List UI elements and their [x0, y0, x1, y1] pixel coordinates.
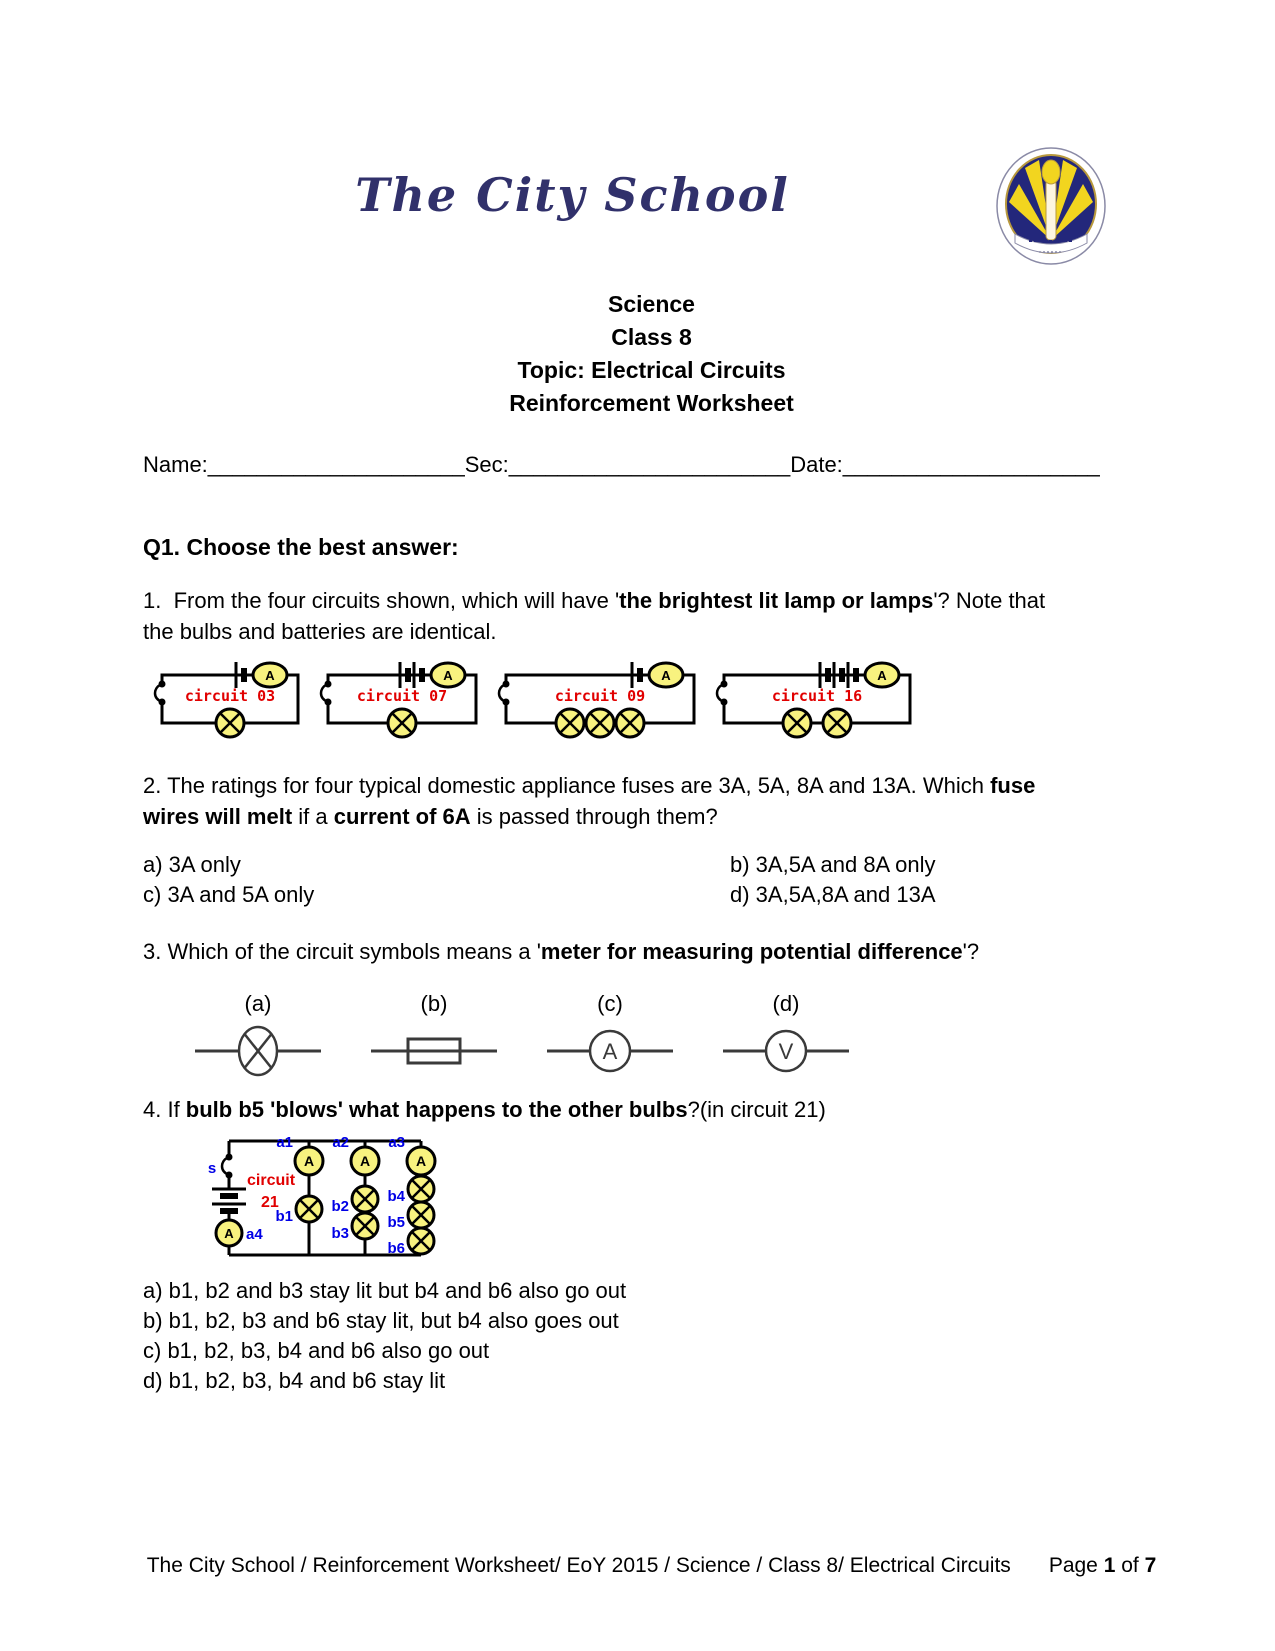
- text-segment: '?: [962, 939, 980, 964]
- symbol-option-label: (a): [244, 991, 272, 1016]
- text-segment: is passed through them?: [470, 804, 718, 829]
- symbol-svg: [711, 1023, 861, 1079]
- svg-text:A: A: [359, 1153, 371, 1169]
- q2-option-d: d) 3A,5A,8A and 13A: [730, 882, 936, 907]
- text-segment-bold: fuse: [990, 773, 1036, 798]
- circuit-diagram-03: [153, 655, 303, 746]
- text-segment: the bulbs and batteries are identical.: [143, 619, 497, 644]
- class-title: Class 8: [611, 324, 692, 350]
- footer-page-number: [1049, 1553, 1156, 1579]
- text-segment: '? Note that: [933, 588, 1046, 613]
- symbol-option-label: (d): [772, 991, 800, 1016]
- subject-title: Science: [608, 291, 695, 317]
- svg-text:a2: a2: [332, 1134, 349, 1151]
- worksheet-title-block: [143, 288, 1160, 420]
- circuit-diagram-09: [497, 655, 699, 746]
- svg-text:A: A: [443, 668, 453, 683]
- topic-title: Topic: Electrical Circuits: [517, 357, 786, 383]
- name-blank-line: _____________________: [207, 452, 465, 477]
- svg-text:A: A: [415, 1153, 427, 1169]
- svg-text:a3: a3: [388, 1134, 405, 1151]
- text-segment-bold: the brightest lit lamp or lamps: [619, 588, 934, 613]
- question-2-text: [143, 770, 1128, 832]
- svg-text:circuit 07: circuit 07: [356, 687, 448, 705]
- symbol-svg: [535, 1023, 685, 1079]
- svg-text:a1: a1: [276, 1134, 293, 1151]
- circuit-diagram-16: [715, 655, 915, 746]
- school-crest-logo: [995, 146, 1107, 270]
- svg-text:21: 21: [261, 1194, 279, 1211]
- svg-text:circuit 16: circuit 16: [771, 687, 863, 705]
- svg-text:b6: b6: [387, 1240, 405, 1257]
- date-blank-line: _____________________: [842, 452, 1100, 477]
- circuit-svg: [153, 655, 303, 741]
- symbol-option-d: [711, 991, 861, 1084]
- symbol-option-label: (c): [597, 991, 623, 1016]
- lamp-symbol-icon: [183, 1023, 333, 1084]
- text-segment-bold: wires will melt: [143, 804, 293, 829]
- svg-text:A: A: [303, 1153, 315, 1169]
- school-crest-svg: [995, 146, 1107, 270]
- school-name-script: The City School: [355, 168, 790, 222]
- svg-text:circuit 09: circuit 09: [554, 687, 646, 705]
- worksheet-content: [0, 288, 1275, 1579]
- svg-text:circuit: circuit: [247, 1172, 296, 1189]
- voltmeter-symbol-icon: [711, 1023, 861, 1084]
- name-label: Name:: [143, 452, 208, 477]
- q2-options: [143, 850, 1160, 910]
- q4-option-d: d) b1, b2, b3, b4 and b6 stay lit: [143, 1368, 446, 1393]
- circuit-21-diagram: [205, 1127, 1160, 1274]
- svg-text:a4: a4: [246, 1226, 263, 1243]
- footer-breadcrumb: The City School / Reinforcement Worksheet/ EoY 2015 / Science / Class 8/ Electrical Circuits: [146, 1554, 1011, 1577]
- section-heading: Q1. Choose the best answer:: [143, 534, 459, 560]
- text-segment: 3. Which of the circuit symbols means a ': [143, 939, 541, 964]
- svg-text:A: A: [877, 668, 887, 683]
- ammeter-symbol-icon: [535, 1023, 685, 1084]
- svg-text:A: A: [224, 1226, 234, 1241]
- question-1-text: [143, 585, 1128, 647]
- page-footer: [143, 1553, 1160, 1579]
- circuit-diagram-07: [319, 655, 481, 746]
- symbol-option-c: [535, 991, 685, 1084]
- text-segment-bold: meter for measuring potential difference: [540, 939, 963, 964]
- q2-option-a: a) 3A only: [143, 852, 241, 877]
- q4-options: [143, 1276, 1160, 1396]
- text-segment: 2. The ratings for four typical domestic appliance fuses are 3A, 5A, 8A and 13A. Which: [143, 773, 991, 798]
- worksheet-type-title: Reinforcement Worksheet: [509, 390, 794, 416]
- text-segment-bold: bulb b5 'blows' what happens to the other bulbs: [185, 1097, 688, 1122]
- svg-text:A: A: [265, 668, 275, 683]
- svg-text:b3: b3: [331, 1225, 349, 1242]
- circuit-svg: [497, 655, 699, 741]
- question-3-text: [143, 936, 1128, 967]
- q2-option-c: c) 3A and 5A only: [143, 882, 315, 907]
- svg-text:V: V: [778, 1039, 794, 1064]
- q4-option-b: b) b1, b2, b3 and b6 stay lit, but b4 also goes out: [143, 1308, 619, 1333]
- text-segment: if a: [292, 804, 334, 829]
- text-segment: of: [1115, 1554, 1145, 1577]
- svg-text:A: A: [602, 1039, 618, 1064]
- circuit-21-svg: [205, 1127, 463, 1269]
- text-segment-bold: 7: [1144, 1554, 1157, 1577]
- page-header: [0, 0, 1275, 288]
- text-segment: 4. If: [143, 1097, 186, 1122]
- circuit-svg: [715, 655, 915, 741]
- question-4-text: [143, 1094, 1128, 1125]
- svg-text:b5: b5: [387, 1214, 405, 1231]
- svg-text:b4: b4: [387, 1188, 405, 1205]
- svg-text:b2: b2: [331, 1198, 349, 1215]
- symbol-option-b: [359, 991, 509, 1084]
- text-segment-bold: 1: [1103, 1554, 1116, 1577]
- sec-blank-line: _______________________: [508, 452, 791, 477]
- fuse-symbol-icon: [359, 1023, 509, 1084]
- symbol-option-a: [183, 991, 333, 1084]
- text-segment: Page: [1048, 1554, 1104, 1577]
- circuit-svg: [319, 655, 481, 741]
- symbol-svg: [359, 1023, 509, 1079]
- q3-symbol-options: [183, 991, 1160, 1084]
- q4-option-a: a) b1, b2 and b3 stay lit but b4 and b6 also go out: [143, 1278, 627, 1303]
- symbol-option-label: (b): [420, 991, 448, 1016]
- text-segment: ?(in circuit 21): [687, 1097, 826, 1122]
- symbol-svg: [183, 1023, 333, 1079]
- text-segment: 1. From the four circuits shown, which will have ': [143, 588, 620, 613]
- svg-text:A: A: [661, 668, 671, 683]
- q1-circuit-diagrams: [153, 655, 1160, 746]
- text-segment-bold: current of 6A: [333, 804, 471, 829]
- student-info-row: [143, 452, 1160, 478]
- sec-label: Sec:: [464, 452, 509, 477]
- svg-text:b1: b1: [275, 1208, 293, 1225]
- q4-option-c: c) b1, b2, b3, b4 and b6 also go out: [143, 1338, 490, 1363]
- svg-text:circuit 03: circuit 03: [184, 687, 276, 705]
- q2-option-b: b) 3A,5A and 8A only: [730, 852, 936, 877]
- svg-text:s: s: [207, 1160, 217, 1177]
- date-label: Date:: [790, 452, 843, 477]
